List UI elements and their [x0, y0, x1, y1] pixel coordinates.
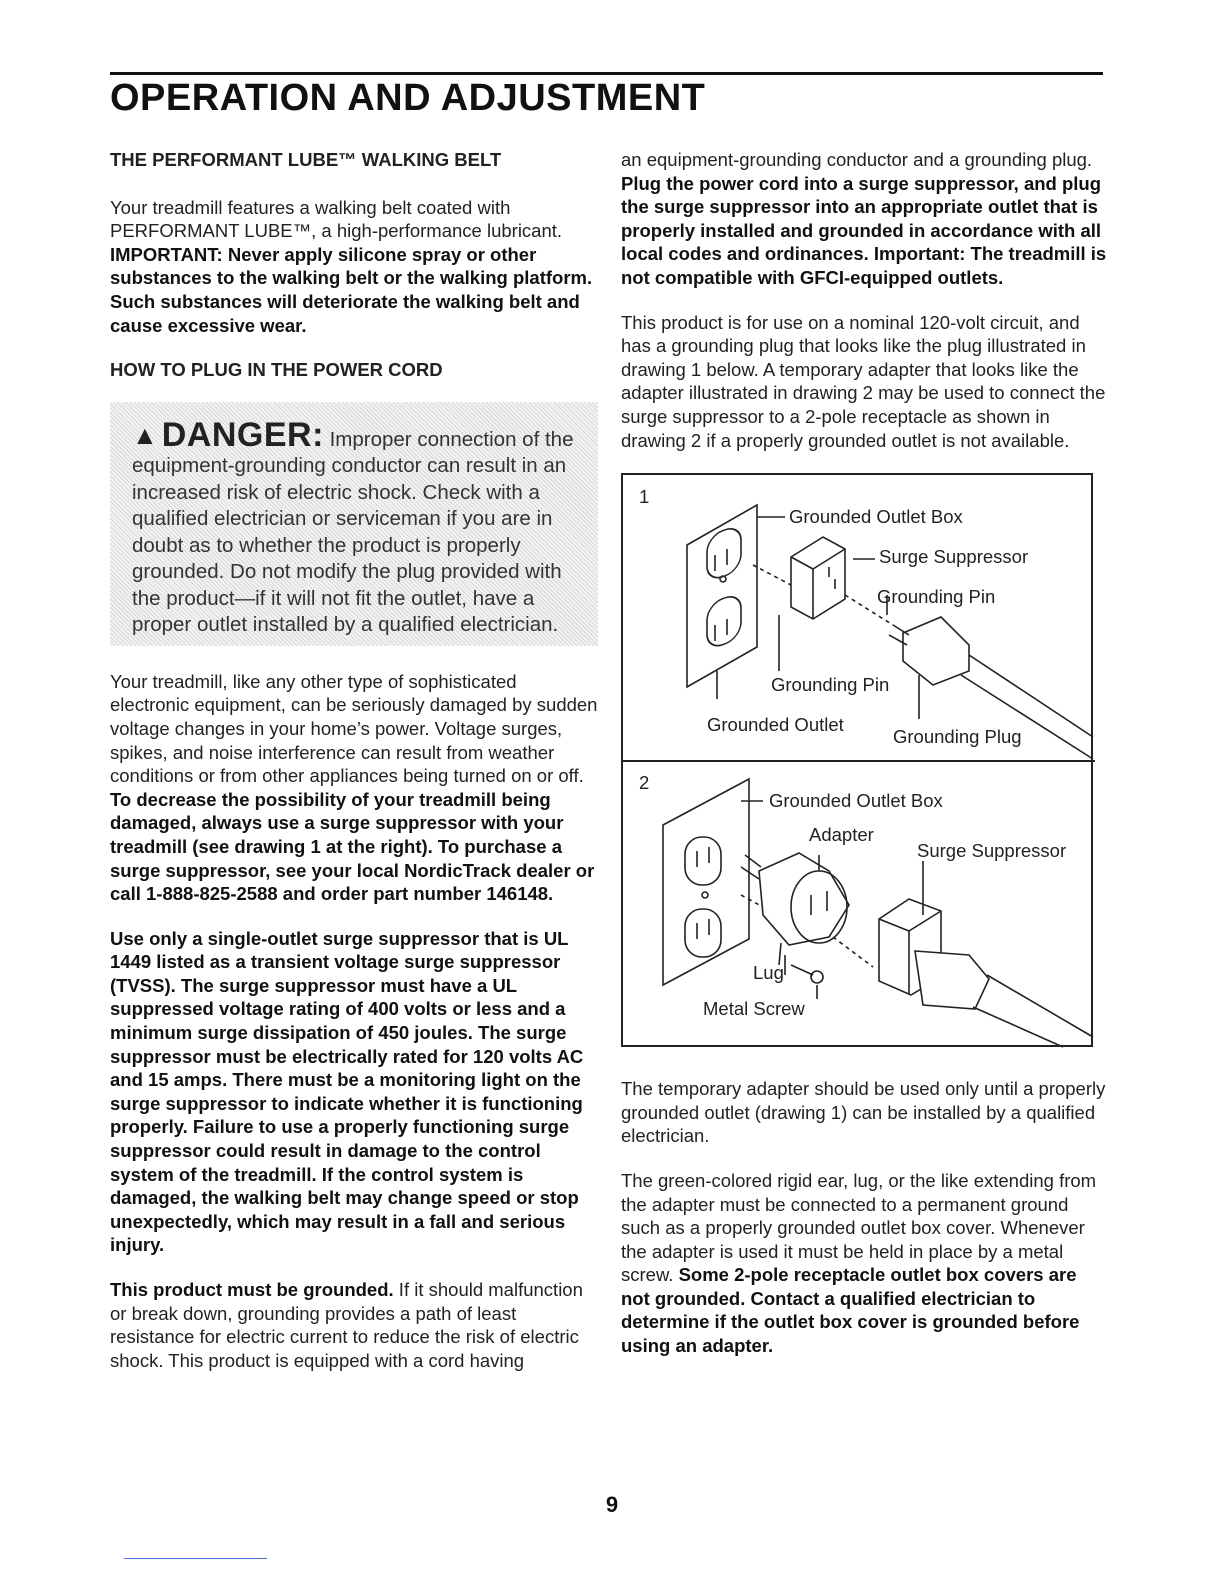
- paragraph-green-ear: [621, 1169, 1107, 1358]
- surge-text: Your treadmill, like any other type of sophisticated electronic equipment, can be seriously damaged by sudden voltage changes in your home’s power. Voltage surges, spikes, and noise interference can result from weather conditions or from other appliances being turned on or off.: [110, 670, 598, 787]
- paragraph-circuit: This product is for use on a nominal 120-volt circuit, and has a grounding plug that looks like the plug illustrated in drawing 1 below. A temporary adapter that looks like the adapter illustrated in drawing 2 may be used to connect the surge suppressor to a 2-pole receptacle as shown in drawing 2 if a properly grounded outlet is not available.: [621, 311, 1106, 451]
- label-adapter: Adapter: [809, 824, 874, 846]
- page-title: OPERATION AND ADJUSTMENT: [110, 77, 706, 119]
- surge-suppressor-1: [791, 537, 845, 619]
- scan-mark: [124, 1558, 267, 1559]
- label-lug: Lug: [753, 962, 784, 984]
- surge-instruction: To decrease the possibility of your treadmill being damaged, always use a surge suppressor with your treadmill (see drawing 1 at the right). To purchase a surge suppressor, see your local NordicTrack dealer or call 1-888-825-2588 and order part number 146148.: [110, 788, 595, 905]
- lube-text: Your treadmill features a walking belt coated with PERFORMANT LUBE™, a high-performance lubricant.: [110, 196, 563, 242]
- left-column: [110, 148, 598, 1393]
- danger-box: [110, 402, 598, 646]
- label-grounded-outlet: Grounded Outlet: [707, 714, 844, 736]
- danger-text: Improper connection of the equipment-grounding conductor can result in an increased risk of electric shock. Check with a qualified electrician or serviceman if you are in doubt as to whether the product is properly grounded. Do not modify the plug provided with the product—if it will not fit the outlet, have a proper outlet installed by a qualified electrician.: [132, 427, 574, 637]
- outlet-plate-1: [687, 505, 757, 687]
- surge-suppressor-2: [879, 899, 1093, 1047]
- plug-instruction: Plug the power cord into a surge suppressor, and plug the surge suppressor into an appropriate outlet that is properly installed and grounded in accordance with all local codes and ordinances. Important: The treadmill is not compatible with GFCI-equipped outlets.: [621, 172, 1107, 288]
- drawing-2-number: 2: [639, 772, 650, 794]
- paragraph-plug: [621, 148, 1107, 290]
- plug-text: an equipment-grounding conductor and a grounding plug.: [621, 149, 1093, 170]
- label-grounding-plug: Grounding Plug: [893, 726, 1022, 748]
- paragraph-lube: [110, 196, 598, 338]
- green-ear-warning: Some 2-pole receptacle outlet box covers are not grounded. Contact a qualified electrician to determine if the outlet box cover is grounded before using an adapter.: [621, 1264, 1080, 1357]
- paragraph-temporary-adapter: The temporary adapter should be used only until a properly grounded outlet (drawing 1) can be installed by a qualified electrician.: [621, 1078, 1106, 1147]
- paragraph-tvss: [110, 927, 598, 1257]
- outlet-drawings: [623, 475, 1095, 1049]
- adapter-2: [741, 853, 849, 965]
- drawing-1-number: 1: [639, 486, 650, 508]
- section-heading-lube: THE PERFORMANT LUBE™ WALKING BELT: [110, 149, 502, 170]
- section-heading-power-cord: HOW TO PLUG IN THE POWER CORD: [110, 359, 443, 381]
- warning-triangle-icon: ▲: [132, 419, 158, 450]
- label-grounding-pin-top: Grounding Pin: [877, 586, 996, 608]
- label-grounded-outlet-box-1: Grounded Outlet Box: [789, 506, 963, 528]
- label-grounded-outlet-box-2: Grounded Outlet Box: [769, 790, 943, 812]
- drawings-box: [621, 473, 1093, 1047]
- green-ear-text: The green-colored rigid ear, lug, or the like extending from the adapter must be connected to a permanent ground such as a properly grounded outlet box cover. Whenever the adapter is used it must be held in place by a metal screw.: [621, 1169, 1097, 1286]
- label-grounding-pin-bottom: Grounding Pin: [771, 674, 890, 696]
- metal-screw-2: [791, 965, 823, 983]
- label-metal-screw: Metal Screw: [703, 998, 805, 1020]
- lube-warning: IMPORTANT: Never apply silicone spray or other substances to the walking belt or the walking platform. Such substances will deteriorate the walking belt and cause excessive wear.: [110, 243, 593, 336]
- label-surge-suppressor-1: Surge Suppressor: [879, 546, 1029, 568]
- label-surge-suppressor-2: Surge Suppressor: [917, 840, 1067, 862]
- grounded-heading: This product must be grounded.: [110, 1279, 394, 1300]
- grounded-text: If it should malfunction or break down, grounding provides a path of least resistance for electric current to reduce the risk of electric shock. This product is equipped with a cord having: [110, 1279, 583, 1371]
- danger-label: DANGER:: [161, 415, 324, 454]
- outlet-plate-2: [663, 779, 749, 985]
- right-column: [621, 148, 1107, 1379]
- paragraph-grounded: [110, 1278, 598, 1372]
- page-number: 9: [605, 1492, 619, 1517]
- tvss-text: Use only a single-outlet surge suppressor that is UL 1449 listed as a transient voltage surge suppressor (TVSS). The surge suppressor must have a UL suppressed voltage rating of 400 volts or less and a minimum surge dissipation of 450 joules. The surge suppressor must be electrically rated for 120 volts AC and 15 amps. There must be a monitoring light on the surge suppressor to indicate whether it is functioning properly. Failure to use a properly functioning surge suppressor could result in damage to the control system of the treadmill. If the control system is damaged, the walking belt may change speed or stop unexpectedly, which may result in a fall and serious injury.: [110, 927, 584, 1256]
- paragraph-surge: [110, 670, 598, 906]
